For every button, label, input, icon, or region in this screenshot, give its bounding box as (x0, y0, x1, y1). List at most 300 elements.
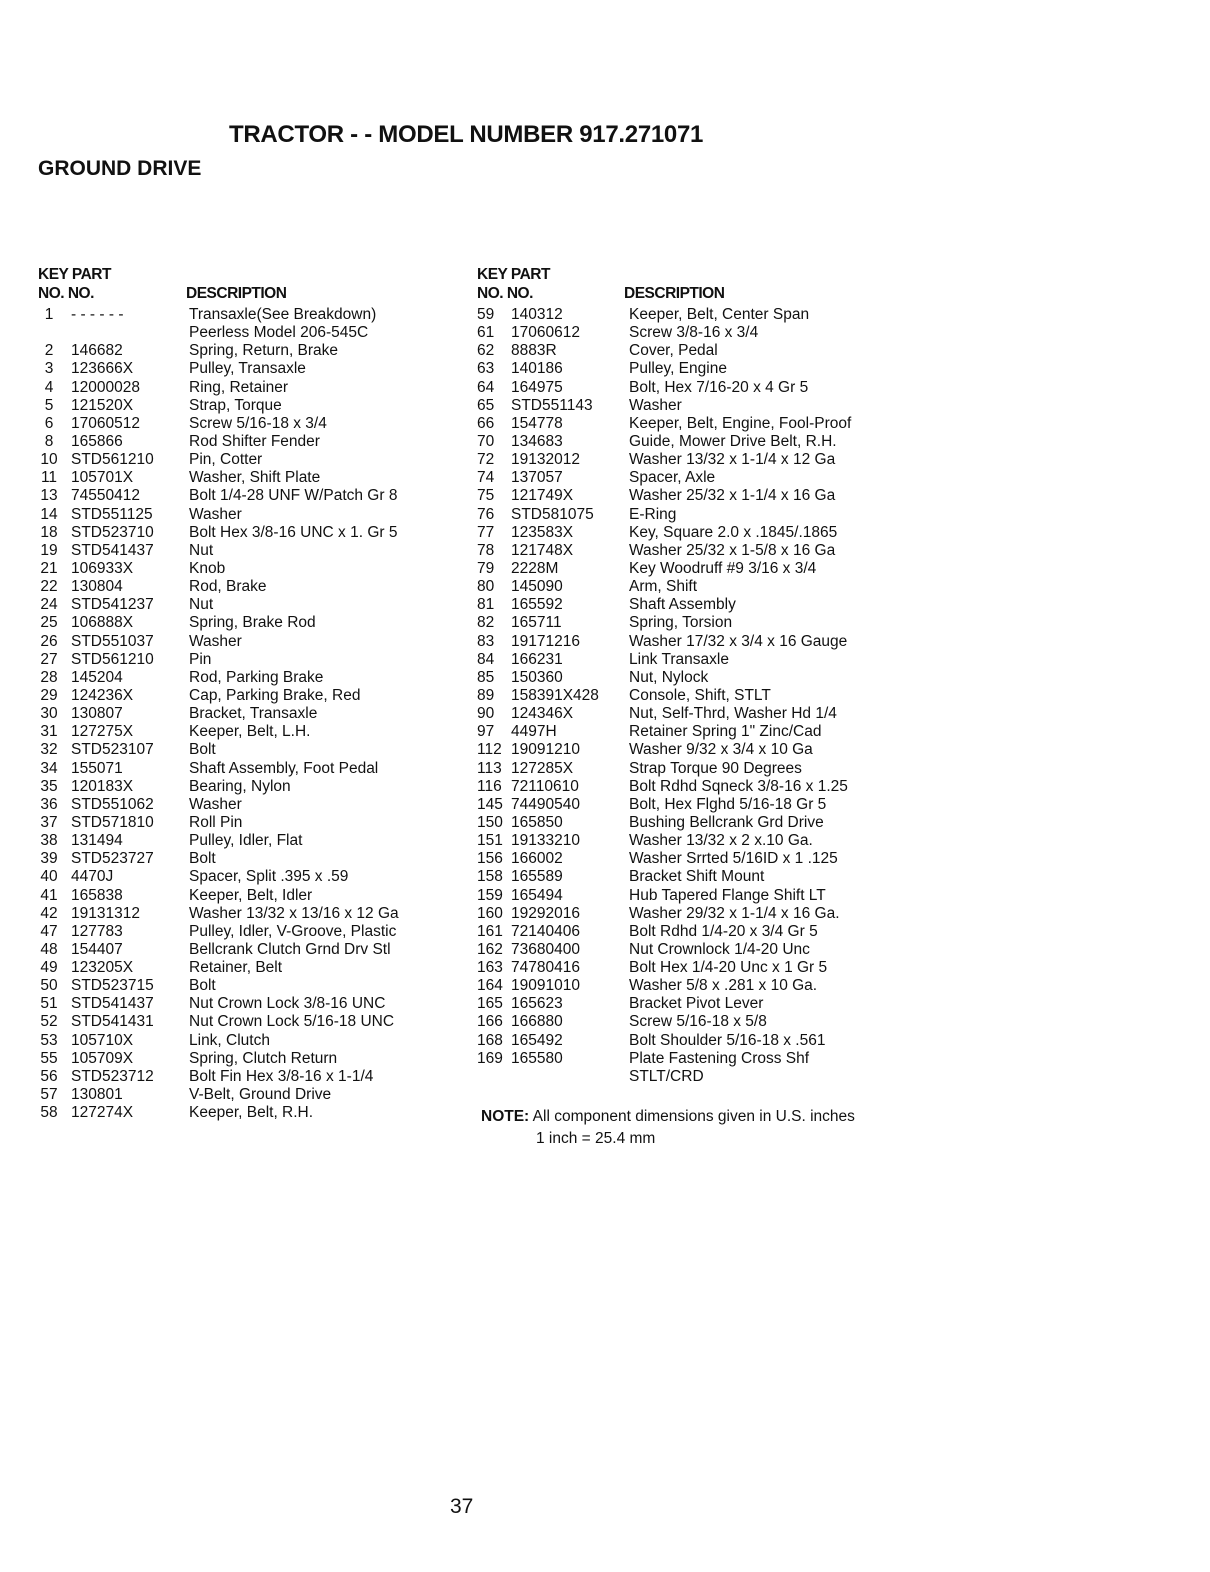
part-number: 123666X (71, 360, 134, 378)
parts-row (477, 578, 897, 596)
part-number: 164975 (511, 378, 563, 396)
key-number: 150 (477, 813, 503, 831)
part-description: Washer 13/32 x 1-1/4 x 12 Ga (629, 451, 836, 469)
part-number: STD561210 (71, 650, 154, 668)
parts-rows-right (477, 306, 897, 1086)
part-number: STD551062 (71, 795, 154, 813)
part-description: Bracket Pivot Lever (629, 995, 764, 1013)
parts-row (38, 342, 458, 360)
key-number: 55 (40, 1049, 58, 1067)
part-description: Bushing Bellcrank Grd Drive (629, 813, 824, 831)
part-description: Transaxle(See Breakdown) (189, 306, 377, 323)
part-description: Pin, Cotter (189, 451, 263, 469)
part-number: 2228M (511, 559, 559, 577)
part-number: STD523710 (71, 523, 154, 541)
parts-row (477, 741, 897, 759)
key-number: 41 (40, 886, 58, 904)
parts-row (38, 578, 458, 596)
key-number: 166 (477, 1013, 503, 1031)
parts-row (477, 995, 897, 1013)
parts-row (38, 306, 458, 324)
part-description: Console, Shift, STLT (629, 686, 771, 704)
key-number: 5 (44, 396, 54, 414)
part-description: Rod, Parking Brake (189, 668, 324, 686)
part-number: 155071 (71, 759, 123, 777)
part-number: 140186 (511, 360, 563, 378)
parts-row (38, 487, 458, 505)
part-description: Washer, Shift Plate (189, 469, 321, 487)
note-text: All component dimensions given in U.S. inches (532, 1108, 855, 1125)
parts-row (477, 506, 897, 524)
part-description: Link Transaxle (629, 650, 729, 668)
part-number: 165850 (511, 813, 563, 831)
part-number: 72140406 (511, 922, 580, 940)
part-number: STD523715 (71, 977, 154, 995)
key-number: 169 (477, 1049, 503, 1067)
key-number: 160 (477, 904, 503, 922)
part-description: Bolt (189, 741, 216, 759)
part-number: STD541437 (71, 995, 154, 1013)
key-number: 32 (40, 741, 58, 759)
part-description: Pulley, Idler, Flat (189, 832, 303, 850)
key-number: 30 (40, 705, 58, 723)
part-description: Roll Pin (189, 813, 243, 831)
part-description: Pulley, Transaxle (189, 360, 306, 378)
key-number: 56 (40, 1067, 58, 1085)
key-number: 37 (40, 813, 58, 831)
part-description: Pulley, Engine (629, 360, 727, 378)
parts-row (38, 832, 458, 850)
key-number: 63 (477, 360, 495, 378)
key-number: 65 (477, 396, 495, 414)
part-number: 154778 (511, 414, 563, 432)
part-number: STD541431 (71, 1013, 154, 1031)
part-number: 121520X (71, 396, 134, 414)
part-number: 130801 (71, 1086, 123, 1104)
part-description: Keeper, Belt, Center Span (629, 306, 810, 323)
part-number: 124346X (511, 705, 574, 723)
part-description: Peerless Model 206-545C (189, 324, 369, 342)
part-description: Shaft Assembly (629, 596, 736, 614)
key-number: 70 (477, 432, 495, 450)
part-description: Nut Crown Lock 5/16-18 UNC (189, 1013, 395, 1031)
part-number: 166002 (511, 850, 563, 868)
part-number: STD551037 (71, 632, 154, 650)
key-number: 21 (40, 559, 58, 577)
part-description: Screw 3/8-16 x 3/4 (629, 324, 759, 342)
part-description: Retainer, Belt (189, 959, 283, 977)
dimension-note (481, 1106, 855, 1150)
parts-row (477, 469, 897, 487)
part-description: E-Ring (629, 505, 677, 523)
part-description: Bolt Shoulder 5/16-18 x .561 (629, 1031, 826, 1049)
key-number: 48 (40, 940, 58, 958)
part-number: 105710X (71, 1031, 134, 1049)
parts-row (477, 614, 897, 632)
key-number: 80 (477, 578, 495, 596)
part-description: Washer 25/32 x 1-1/4 x 16 Ga (629, 487, 836, 505)
parts-row (38, 796, 458, 814)
part-number: 165866 (71, 432, 123, 450)
key-number: 22 (40, 578, 58, 596)
part-description: Washer 25/32 x 1-5/8 x 16 Ga (629, 541, 836, 559)
parts-row (477, 687, 897, 705)
parts-row (477, 451, 897, 469)
part-number: 19091010 (511, 977, 580, 995)
key-number: 19 (40, 541, 58, 559)
part-description: Plate Fastening Cross Shf (629, 1049, 810, 1067)
parts-row (38, 814, 458, 832)
key-part-header: KEY PART (38, 266, 111, 283)
parts-row (477, 832, 897, 850)
part-description: Spring, Brake Rod (189, 614, 316, 632)
part-description: Spring, Return, Brake (189, 342, 339, 360)
part-description: Link, Clutch (189, 1031, 270, 1049)
part-number: 165494 (511, 886, 563, 904)
part-description: Bolt Rdhd 1/4-20 x 3/4 Gr 5 (629, 922, 818, 940)
key-number: 61 (477, 324, 495, 342)
part-description: Key Woodruff #9 3/16 x 3/4 (629, 559, 817, 577)
part-description: Spacer, Axle (629, 469, 716, 487)
key-number: 47 (40, 922, 58, 940)
parts-rows-left (38, 306, 458, 1122)
page-number: 37 (450, 1495, 474, 1518)
key-number: 163 (477, 959, 503, 977)
part-description: Nut, Self-Thrd, Washer Hd 1/4 (629, 705, 837, 723)
part-number: 150360 (511, 668, 563, 686)
part-description: Bolt Hex 3/8-16 UNC x 1. Gr 5 (189, 523, 398, 541)
part-number: 137057 (511, 469, 563, 487)
parts-row (38, 705, 458, 723)
part-number: STD551125 (71, 505, 153, 523)
part-description: Key, Square 2.0 x .1845/.1865 (629, 523, 838, 541)
description-header: DESCRIPTION (624, 285, 725, 302)
key-number: 72 (477, 451, 495, 469)
part-description: Washer 29/32 x 1-1/4 x 16 Ga. (629, 904, 840, 922)
key-number: 13 (40, 487, 58, 505)
part-description: Rod Shifter Fender (189, 432, 320, 450)
part-number: 12000028 (71, 378, 140, 396)
parts-row (38, 1050, 458, 1068)
part-description: Keeper, Belt, R.H. (189, 1104, 314, 1122)
part-description: Arm, Shift (629, 578, 698, 596)
key-number: 81 (477, 596, 495, 614)
part-number: 105701X (71, 469, 134, 487)
part-number: 165711 (511, 614, 562, 632)
parts-row (477, 415, 897, 433)
parts-row (38, 1013, 458, 1031)
parts-row (38, 614, 458, 632)
no-no-header: NO. NO. (38, 285, 94, 302)
part-number: - - - - - - (71, 306, 124, 323)
part-number: 19292016 (511, 904, 580, 922)
part-description: Bolt, Hex 7/16-20 x 4 Gr 5 (629, 378, 809, 396)
parts-row (38, 360, 458, 378)
part-description: Washer (189, 795, 242, 813)
part-description: Rod, Brake (189, 578, 267, 596)
key-number: 40 (40, 868, 58, 886)
key-number: 51 (40, 995, 58, 1013)
part-number: 74550412 (71, 487, 140, 505)
parts-row (38, 451, 458, 469)
parts-row (38, 905, 458, 923)
part-number: 140312 (511, 306, 563, 323)
part-number: 106933X (71, 559, 134, 577)
part-number: 4497H (511, 723, 557, 741)
part-number: 145090 (511, 578, 563, 596)
key-number: 24 (40, 596, 58, 614)
part-number: 19133210 (511, 832, 580, 850)
part-description: Washer 5/8 x .281 x 10 Ga. (629, 977, 818, 995)
key-part-header: KEY PART (477, 266, 550, 283)
key-number: 97 (477, 723, 495, 741)
part-number: 19132012 (511, 451, 580, 469)
parts-row (38, 959, 458, 977)
parts-row (477, 814, 897, 832)
part-description: Nut Crownlock 1/4-20 Unc (629, 940, 810, 958)
key-number: 31 (40, 723, 58, 741)
parts-row (477, 796, 897, 814)
parts-row (477, 360, 897, 378)
key-number: 62 (477, 342, 495, 360)
key-number: 27 (40, 650, 58, 668)
part-description: Bolt (189, 977, 216, 995)
column-header-row (38, 284, 458, 304)
part-number: 121749X (511, 487, 574, 505)
part-number: 131494 (71, 832, 123, 850)
parts-row (38, 778, 458, 796)
parts-row (38, 687, 458, 705)
key-number: 116 (477, 777, 502, 795)
part-number: 123205X (71, 959, 134, 977)
part-number: STD541437 (71, 541, 154, 559)
part-number: 165623 (511, 995, 563, 1013)
part-number: 74490540 (511, 795, 580, 813)
part-description: Washer (629, 396, 682, 414)
part-number: 158391X428 (511, 686, 599, 704)
parts-row (38, 669, 458, 687)
parts-row (38, 415, 458, 433)
key-number: 165 (477, 995, 503, 1013)
parts-row (38, 1086, 458, 1104)
key-number: 2 (44, 342, 54, 360)
part-number: STD561210 (71, 451, 154, 469)
part-description: Washer (189, 505, 242, 523)
part-number: 166880 (511, 1013, 563, 1031)
parts-row (477, 633, 897, 651)
part-description: Hub Tapered Flange Shift LT (629, 886, 826, 904)
key-number: 8 (44, 432, 54, 450)
part-description: Spring, Torsion (629, 614, 733, 632)
part-description: Spacer, Split .395 x .59 (189, 868, 349, 886)
part-number: 165580 (511, 1049, 563, 1067)
part-description: Bracket Shift Mount (629, 868, 765, 886)
part-number: 130804 (71, 578, 123, 596)
part-number: 127783 (71, 922, 123, 940)
part-description: Bellcrank Clutch Grnd Drv Stl (189, 940, 391, 958)
key-number: 58 (40, 1104, 58, 1122)
part-description: Spring, Clutch Return (189, 1049, 338, 1067)
key-number: 50 (40, 977, 58, 995)
key-number: 159 (477, 886, 503, 904)
parts-row (477, 905, 897, 923)
key-number: 113 (477, 759, 502, 777)
key-number: 76 (477, 505, 495, 523)
part-description: Washer (189, 632, 242, 650)
part-number: STD523107 (71, 741, 154, 759)
part-description: Washer 9/32 x 3/4 x 10 Ga (629, 741, 813, 759)
part-number: 165838 (71, 886, 123, 904)
key-number: 26 (40, 632, 58, 650)
key-number: 3 (44, 360, 54, 378)
key-number: 29 (40, 686, 58, 704)
part-description: Keeper, Belt, Engine, Fool-Proof (629, 414, 852, 432)
part-number: 121748X (511, 541, 574, 559)
part-number: 19131312 (71, 904, 140, 922)
part-number: 120183X (71, 777, 134, 795)
part-number: 19091210 (511, 741, 580, 759)
parts-row (477, 1068, 897, 1086)
part-number: 124236X (71, 686, 134, 704)
part-number: 74780416 (511, 959, 580, 977)
parts-row (38, 1068, 458, 1086)
part-number: 106888X (71, 614, 134, 632)
parts-row (477, 1050, 897, 1068)
key-number: 36 (40, 795, 58, 813)
parts-row (38, 397, 458, 415)
part-description: Retainer Spring 1" Zinc/Cad (629, 723, 822, 741)
part-number: 145204 (71, 668, 123, 686)
key-number: 28 (40, 668, 58, 686)
part-description: Bracket, Transaxle (189, 705, 318, 723)
part-number: STD581075 (511, 505, 594, 523)
key-number: 34 (40, 759, 58, 777)
part-description: Washer 13/32 x 13/16 x 12 Ga (189, 904, 399, 922)
part-number: 165492 (511, 1031, 563, 1049)
part-number: 127285X (511, 759, 574, 777)
part-description: Bolt (189, 850, 216, 868)
parts-row (38, 1104, 458, 1122)
key-number: 83 (477, 632, 495, 650)
section-title: GROUND DRIVE (38, 157, 202, 180)
part-number: 127274X (71, 1104, 134, 1122)
key-number: 112 (477, 741, 502, 759)
part-description: Ring, Retainer (189, 378, 289, 396)
part-number: 166231 (511, 650, 563, 668)
part-description: Bolt 1/4-28 UNF W/Patch Gr 8 (189, 487, 398, 505)
parts-row (477, 723, 897, 741)
parts-row (477, 324, 897, 342)
part-description: Nut (189, 541, 214, 559)
parts-row (477, 596, 897, 614)
parts-row (477, 542, 897, 560)
part-number: STD523712 (71, 1067, 154, 1085)
part-description: Washer 17/32 x 3/4 x 16 Gauge (629, 632, 848, 650)
parts-row (477, 778, 897, 796)
key-number: 151 (477, 832, 503, 850)
page-title: TRACTOR - - MODEL NUMBER 917.271071 (229, 121, 704, 148)
part-description: Bolt Fin Hex 3/8-16 x 1-1/4 (189, 1067, 374, 1085)
part-number: 17060612 (511, 324, 580, 342)
parts-row (477, 850, 897, 868)
parts-row (477, 306, 897, 324)
part-number: 72110610 (511, 777, 579, 795)
key-number: 79 (477, 559, 495, 577)
part-description: Shaft Assembly, Foot Pedal (189, 759, 379, 777)
parts-row (38, 760, 458, 778)
part-description: Cap, Parking Brake, Red (189, 686, 361, 704)
part-description: Nut Crown Lock 3/8-16 UNC (189, 995, 386, 1013)
part-description: Bolt Hex 1/4-20 Unc x 1 Gr 5 (629, 959, 828, 977)
parts-row (477, 941, 897, 959)
key-number: 66 (477, 414, 495, 432)
part-description: Strap, Torque (189, 396, 282, 414)
parts-row (38, 542, 458, 560)
parts-row (477, 1013, 897, 1031)
part-number: STD541237 (71, 596, 154, 614)
part-number: 165589 (511, 868, 563, 886)
key-number: 52 (40, 1013, 58, 1031)
parts-row (477, 959, 897, 977)
parts-row (477, 524, 897, 542)
key-number: 38 (40, 832, 58, 850)
key-number: 57 (40, 1086, 58, 1104)
parts-row (38, 506, 458, 524)
part-number: 17060512 (71, 414, 140, 432)
part-description: Knob (189, 559, 226, 577)
key-number: 10 (40, 451, 58, 469)
column-header-row (477, 284, 897, 304)
parts-row (38, 379, 458, 397)
parts-row (38, 923, 458, 941)
parts-row (477, 887, 897, 905)
key-number: 64 (477, 378, 495, 396)
parts-row (477, 923, 897, 941)
part-description: Cover, Pedal (629, 342, 718, 360)
part-number: STD523727 (71, 850, 154, 868)
parts-row (477, 669, 897, 687)
part-description: Screw 5/16-18 x 3/4 (189, 414, 327, 432)
key-number: 90 (477, 705, 495, 723)
key-number: 74 (477, 469, 495, 487)
key-number: 161 (477, 922, 503, 940)
parts-row (477, 397, 897, 415)
part-description: Nut, Nylock (629, 668, 709, 686)
parts-row (38, 723, 458, 741)
parts-row (38, 941, 458, 959)
part-number: 123583X (511, 523, 574, 541)
key-number: 39 (40, 850, 58, 868)
parts-row (477, 705, 897, 723)
part-description: Screw 5/16-18 x 5/8 (629, 1013, 767, 1031)
parts-row (477, 868, 897, 886)
parts-row (477, 487, 897, 505)
parts-row (477, 651, 897, 669)
parts-row (38, 1032, 458, 1050)
key-number: 25 (40, 614, 58, 632)
key-number: 1 (44, 306, 54, 323)
part-description: Guide, Mower Drive Belt, R.H. (629, 432, 837, 450)
key-number: 85 (477, 668, 495, 686)
key-number: 11 (40, 469, 58, 487)
key-number: 14 (40, 505, 58, 523)
part-number: STD551143 (511, 396, 593, 414)
part-number: 130807 (71, 705, 123, 723)
key-number: 145 (477, 795, 503, 813)
key-number: 156 (477, 850, 503, 868)
parts-list-left (38, 265, 458, 1122)
key-number: 59 (477, 306, 495, 323)
